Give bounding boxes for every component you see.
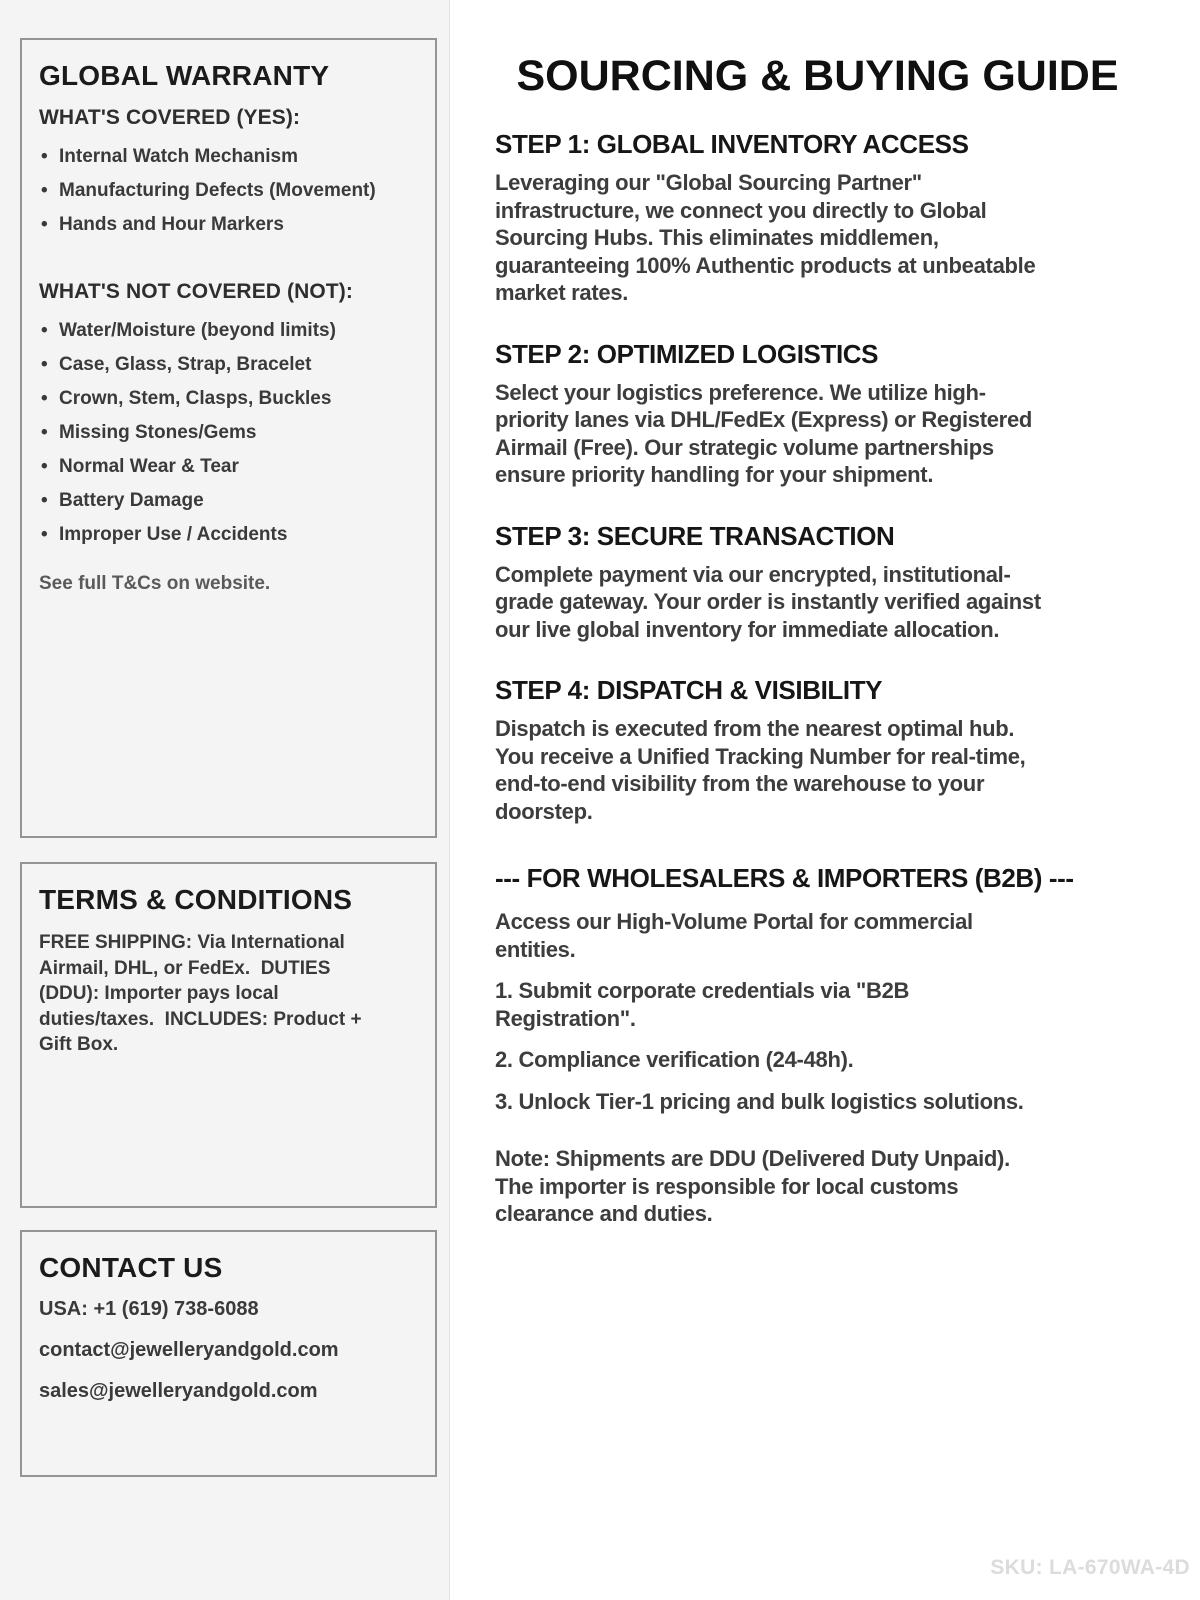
- step-4-section: [495, 675, 1140, 825]
- global-warranty-panel: [20, 38, 437, 838]
- not-covered-list: [39, 320, 418, 545]
- step-3-section: [495, 521, 1140, 644]
- spacer: [39, 248, 418, 280]
- step-3-body: Complete payment via our encrypted, institutional-grade gateway. Your order is instantly verified against our live global inventory for immediate allocation.: [495, 561, 1041, 642]
- contact-us-panel: [20, 1230, 437, 1477]
- step-4-heading: STEP 4: DISPATCH & VISIBILITY: [495, 675, 883, 705]
- b2b-item-2: 2. Compliance verification (24-48h).: [495, 1047, 854, 1072]
- contact-phone: USA: +1 (619) 738-6088: [39, 1298, 259, 1320]
- sku-label: SKU: LA-670WA-4D: [990, 1556, 1190, 1579]
- step-1-section: [495, 129, 1140, 307]
- contact-title: CONTACT US: [39, 1252, 223, 1283]
- b2b-section: [495, 863, 1140, 1228]
- warranty-title: GLOBAL WARRANTY: [39, 60, 330, 91]
- step-1-body: Leveraging our "Global Sourcing Partner" infrastructure, we connect you directly to Global Sourcing Hubs. This eliminates middlemen, guaranteeing 100% Authentic products at unbeatable market rates.: [495, 170, 1036, 305]
- covered-heading: WHAT'S COVERED (YES):: [39, 106, 301, 129]
- list-item: • Improper Use / Accidents: [39, 524, 418, 545]
- contact-email-primary: contact@jewelleryandgold.com: [39, 1339, 339, 1361]
- step-3-heading: STEP 3: SECURE TRANSACTION: [495, 520, 895, 551]
- list-item: • Normal Wear & Tear: [39, 456, 418, 477]
- terms-body: FREE SHIPPING: Via International Airmail, DHL, or FedEx. DUTIES (DDU): Importer pays local duties/taxes. INCLUDES: Product + Gift Box.: [39, 932, 367, 1055]
- sourcing-guide-main: [450, 0, 1200, 1600]
- list-item: • Case, Glass, Strap, Bracelet: [39, 354, 418, 375]
- list-item: • Hands and Hour Markers: [39, 214, 418, 235]
- covered-list: [39, 146, 418, 235]
- step-2-heading: STEP 2: OPTIMIZED LOGISTICS: [495, 338, 879, 369]
- terms-conditions-panel: [20, 862, 437, 1208]
- step-4-body: Dispatch is executed from the nearest optimal hub. You receive a Unified Tracking Number for real-time, end-to-end visibility from the warehouse to your doorstep.: [495, 716, 1026, 824]
- page-title: SOURCING & BUYING GUIDE: [516, 52, 1119, 100]
- list-item: • Water/Moisture (beyond limits): [39, 320, 418, 341]
- b2b-item-3: 3. Unlock Tier-1 pricing and bulk logistics solutions.: [495, 1088, 1024, 1114]
- not-covered-heading: WHAT'S NOT COVERED (NOT):: [39, 280, 353, 303]
- sidebar: [0, 0, 450, 1600]
- b2b-intro: Access our High-Volume Portal for commercial entities.: [495, 909, 973, 962]
- b2b-note: Note: Shipments are DDU (Delivered Duty Unpaid). The importer is responsible for local customs clearance and duties.: [495, 1146, 1010, 1226]
- step-1-heading: STEP 1: GLOBAL INVENTORY ACCESS: [495, 129, 969, 159]
- list-item: • Crown, Stem, Clasps, Buckles: [39, 388, 418, 409]
- step-2-section: [495, 339, 1140, 489]
- b2b-heading: --- FOR WHOLESALERS & IMPORTERS (B2B) ---: [495, 863, 1074, 893]
- b2b-item-1: 1. Submit corporate credentials via "B2B Registration".: [495, 978, 910, 1031]
- terms-title: TERMS & CONDITIONS: [39, 884, 353, 915]
- list-item: • Missing Stones/Gems: [39, 422, 418, 443]
- contact-email-sales: sales@jewelleryandgold.com: [39, 1380, 318, 1402]
- step-2-body: Select your logistics preference. We utilize high-priority lanes via DHL/FedEx (Express) or Registered Airmail (Free). Our strategic volume partnerships ensure priority handling for your shipment.: [495, 379, 1033, 487]
- list-item: • Battery Damage: [39, 490, 418, 511]
- list-item: • Internal Watch Mechanism: [39, 146, 418, 167]
- list-item: • Manufacturing Defects (Movement): [39, 180, 418, 201]
- warranty-footnote: See full T&Cs on website.: [39, 573, 271, 594]
